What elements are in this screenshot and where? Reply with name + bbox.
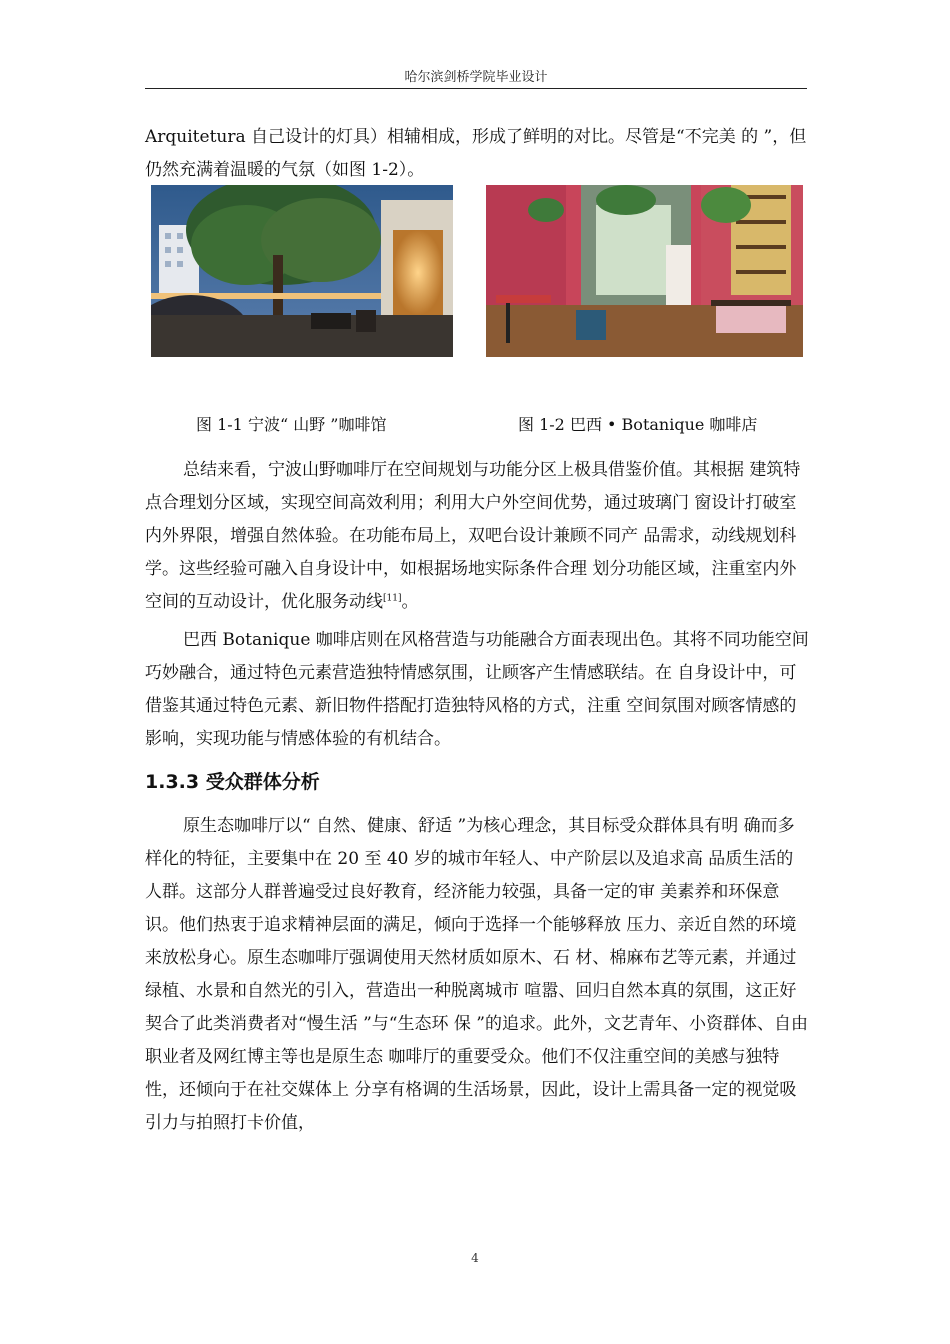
- paragraph-summary-end: 。: [401, 592, 419, 612]
- running-header: 哈尔滨剑桥学院毕业设计: [404, 70, 548, 85]
- header-rule: [145, 88, 807, 89]
- paragraph-summary-text: 总结来看，宁波山野咖啡厅在空间规划与功能分区上极具借鉴价值。其根据 建筑特点合理划分区域，实现空间高效利用；利用大户外空间优势，通过玻璃门 窗设计打破室内外界限，增强自然体验。在功能布局上，双吧台设计兼顾不同产 品需求，动线规划科学。这些经验可融入自身设计中，如根据场地实际条件合理 划分功能区域，注重室内外空间的互动设计，优化服务动线: [145, 460, 801, 612]
- figure-1-1-photo: [151, 185, 453, 357]
- citation-reference: [11]: [383, 593, 402, 604]
- figure-1-2-photo: [486, 185, 803, 357]
- botanique-cafe-photo: [486, 185, 803, 357]
- figure-1-2-caption: 图 1-2 巴西 • Botanique 咖啡店: [518, 415, 758, 434]
- figure-1-1-caption: 图 1-1 宁波“ 山野 ”咖啡馆: [196, 415, 387, 434]
- paragraph-audience: 原生态咖啡厅以“ 自然、健康、舒适 ”为核心理念，其目标受众群体具有明 确而多样化的特征，主要集中在 20 至 40 岁的城市年轻人、中产阶层以及追求高 品质生活的人群。这部分人群普遍受过良好教育，经济能力较强，具备一定的审 美素养和环保意识。他们热衷于追求精神层面的满足，倾向于选择一个能够释放 压力、亲近自然的环境来放松身心。原生态咖啡厅强调使用天然材质如原木、石 材、棉麻布艺等元素，并通过绿植、水景和自然光的引入，营造出一种脱离城市 喧嚣、回归自然本真的氛围，这正好契合了此类消费者对“慢生活 ”与“生态环 保 ”的追求。此外，文艺青年、小资群体、自由职业者及网红博主等也是原生态 咖啡厅的重要受众。他们不仅注重空间的美感与独特性，还倾向于在社交媒体上 分享有格调的生活场景，因此，设计上需具备一定的视觉吸引力与拍照打卡价值，: [145, 816, 808, 1133]
- paragraph-continuation: Arquitetura 自己设计的灯具）相辅相成，形成了鲜明的对比。尽管是“不完美 的 ”，但仍然充满着温暖的气氛（如图 1-2）。: [145, 127, 807, 180]
- page-number: 4: [471, 1251, 479, 1265]
- section-title: 1.3.3 受众群体分析: [145, 771, 320, 793]
- paragraph-botanique: 巴西 Botanique 咖啡店则在风格营造与功能融合方面表现出色。其将不同功能空间巧妙融合，通过特色元素营造独特情感氛围，让顾客产生情感联结。在 自身设计中，可借鉴其通过特色元素、新旧物件搭配打造独特风格的方式，注重 空间氛围对顾客情感的影响，实现功能与情感体验的有机结合。: [145, 630, 809, 749]
- paragraph-summary: [145, 454, 810, 619]
- ningbo-cafe-photo: [151, 185, 453, 357]
